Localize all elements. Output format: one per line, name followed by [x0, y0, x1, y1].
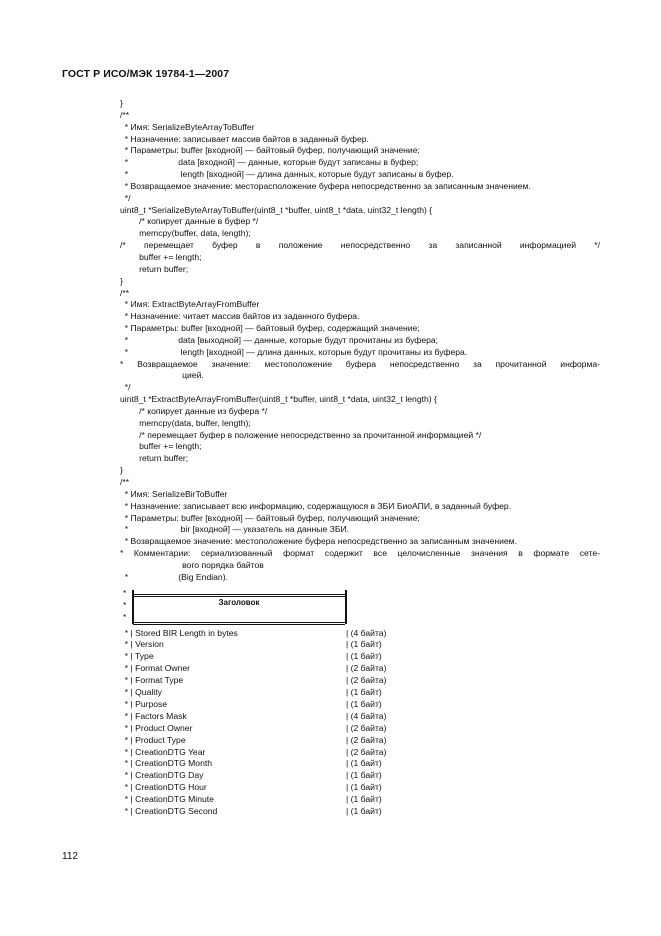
code-line: * Назначение: читает массив байтов из заданного буфера. [120, 311, 360, 322]
field-row [120, 747, 600, 759]
field-row [120, 723, 600, 735]
code-line: * Параметры: buffer [входной] — байтовый буфер, получающий значение; [120, 145, 420, 156]
field-name: * | Type [120, 651, 154, 662]
field-name: * | Product Type [120, 734, 186, 745]
box-star: * [123, 587, 127, 598]
code-line: /* перемещает буфер в положение непосредственно за записанной информацией */ [120, 240, 600, 251]
field-size: | (1 байт) [346, 782, 382, 793]
field-row [120, 735, 600, 747]
field-name: * | Purpose [120, 698, 168, 709]
field-row [120, 699, 600, 711]
code-line: * length [входной] — длина данных, которые будут прочитаны из буфера. [120, 346, 468, 357]
page-number: 112 [62, 851, 78, 862]
code-line: * (Big Endian). [120, 571, 228, 582]
code-line: /* копирует данные из буфера */ [120, 405, 268, 416]
header-box [120, 588, 600, 626]
page-header: ГОСТ Р ИСО/МЭК 19784-1—2007 [62, 68, 230, 80]
field-size: | (1 байт) [346, 770, 382, 781]
field-name: * | CreationDTG Month [120, 758, 213, 769]
field-name: * | CreationDTG Day [120, 770, 204, 781]
field-size: | (1 байт) [346, 794, 382, 805]
field-size: | (2 байта) [346, 663, 387, 674]
code-listing [120, 98, 600, 818]
code-line: * Комментарии: сериализованный формат содержит все целочисленные значения в формате сете- [120, 548, 600, 559]
field-row [120, 711, 600, 723]
field-size: | (2 байта) [346, 746, 387, 757]
code-line: * Возвращаемое значение: местоположение буфера непосредственно за записанным значением. [120, 536, 517, 547]
field-row [120, 663, 600, 675]
code-line: * Имя: SerializeBirToBuffer [120, 488, 228, 499]
code-line: uint8_t *ExtractByteArrayFromBuffer(uint8_t *buffer, uint8_t *data, uint32_t length) { [120, 394, 437, 405]
code-line: /** [120, 109, 130, 120]
field-size: | (2 байта) [346, 722, 387, 733]
field-name: * | Stored BIR Length in bytes [120, 627, 238, 638]
code-line: /** [120, 477, 130, 487]
code-line: * Назначение: записывает массив байтов в заданный буфер. [120, 133, 369, 144]
code-line: * Имя: SerializeByteArrayToBuffer [120, 121, 255, 132]
code-line: * Параметры: buffer [входной] — байтовый буфер, получающий значение; [120, 512, 420, 523]
box-right-bar [345, 590, 347, 624]
field-row [120, 770, 600, 782]
field-name: * | CreationDTG Minute [120, 794, 214, 805]
field-row [120, 806, 600, 818]
field-row [120, 782, 600, 794]
code-line: uint8_t *SerializeByteArrayToBuffer(uint8_t *buffer, uint8_t *data, uint32_t length) { [120, 204, 433, 215]
box-title: Заголовок [218, 597, 260, 607]
field-row [120, 794, 600, 806]
field-name: * | Format Type [120, 675, 184, 686]
code-line: /* копирует данные в буфер */ [120, 216, 259, 227]
code-line: return buffer; [120, 453, 189, 464]
code-line: * Назначение: записывает всю информацию, содержащуюся в ЗБИ БиоАПИ, в заданный буфер. [120, 500, 512, 511]
code-line: } [120, 98, 123, 108]
field-size: | (1 байт) [346, 687, 382, 698]
code-line: memcpy(buffer, data, length); [120, 228, 251, 239]
code-line: вого порядка байтов [120, 559, 264, 570]
code-line: * Возвращаемое значение: местоположение буфера непосредственно за прочитанной информа- [120, 358, 600, 369]
field-name: * | Quality [120, 687, 162, 698]
code-line: memcpy(data, buffer, length); [120, 417, 251, 428]
field-size: | (4 байта) [346, 627, 387, 638]
field-name: * | CreationDTG Hour [120, 782, 207, 793]
field-name: * | Version [120, 639, 164, 650]
code-lines [120, 98, 600, 584]
box-star: * [123, 599, 127, 610]
field-name: * | CreationDTG Second [120, 805, 218, 816]
code-line: */ [120, 192, 131, 203]
code-line: * Возвращаемое значение: месторасположение буфера непосредственно за записанным значением. [120, 180, 531, 191]
field-size: | (2 байта) [346, 675, 387, 686]
field-row [120, 639, 600, 651]
field-size: | (1 байт) [346, 758, 382, 769]
code-line: /** [120, 287, 130, 298]
field-row [120, 687, 600, 699]
field-name: * | Factors Mask [120, 710, 187, 721]
field-row [120, 758, 600, 770]
field-size: | (1 байт) [346, 805, 382, 816]
code-line: buffer += length; [120, 251, 202, 262]
code-line: * bir [входной] — указатель на данные ЗБИ. [120, 524, 350, 535]
code-line: * Имя: ExtractByteArrayFromBuffer [120, 299, 260, 310]
code-line: /* перемещает буфер в положение непосредственно за прочитанной информацией */ [120, 429, 482, 440]
field-size: | (1 байт) [346, 651, 382, 662]
code-line: } [120, 465, 123, 476]
field-name: * | Format Owner [120, 663, 191, 674]
field-row [120, 675, 600, 687]
field-size: | (1 байт) [346, 639, 382, 650]
field-size: | (4 байта) [346, 710, 387, 721]
code-line: return buffer; [120, 263, 189, 274]
field-name: * | CreationDTG Year [120, 746, 206, 757]
field-size: | (2 байта) [346, 734, 387, 745]
field-table [120, 628, 600, 818]
code-line: * length [входной] — длина данных, которые будут записаны в буфер. [120, 169, 454, 180]
code-line: } [120, 275, 123, 286]
field-size: | (1 байт) [346, 698, 382, 709]
code-line: * Параметры: buffer [входной] — байтовый буфер, содержащий значение; [120, 323, 420, 334]
code-line: */ [120, 382, 131, 393]
field-row [120, 628, 600, 640]
field-name: * | Product Owner [120, 722, 193, 733]
code-line: * data [входной] — данные, которые будут записаны в буфер; [120, 157, 419, 168]
code-line: * data [выходной] — данные, которые будут прочитаны из буфера; [120, 334, 439, 345]
box-star: * [123, 611, 127, 622]
field-row [120, 651, 600, 663]
code-line: buffer += length; [120, 441, 202, 452]
code-line: цией. [120, 370, 204, 381]
